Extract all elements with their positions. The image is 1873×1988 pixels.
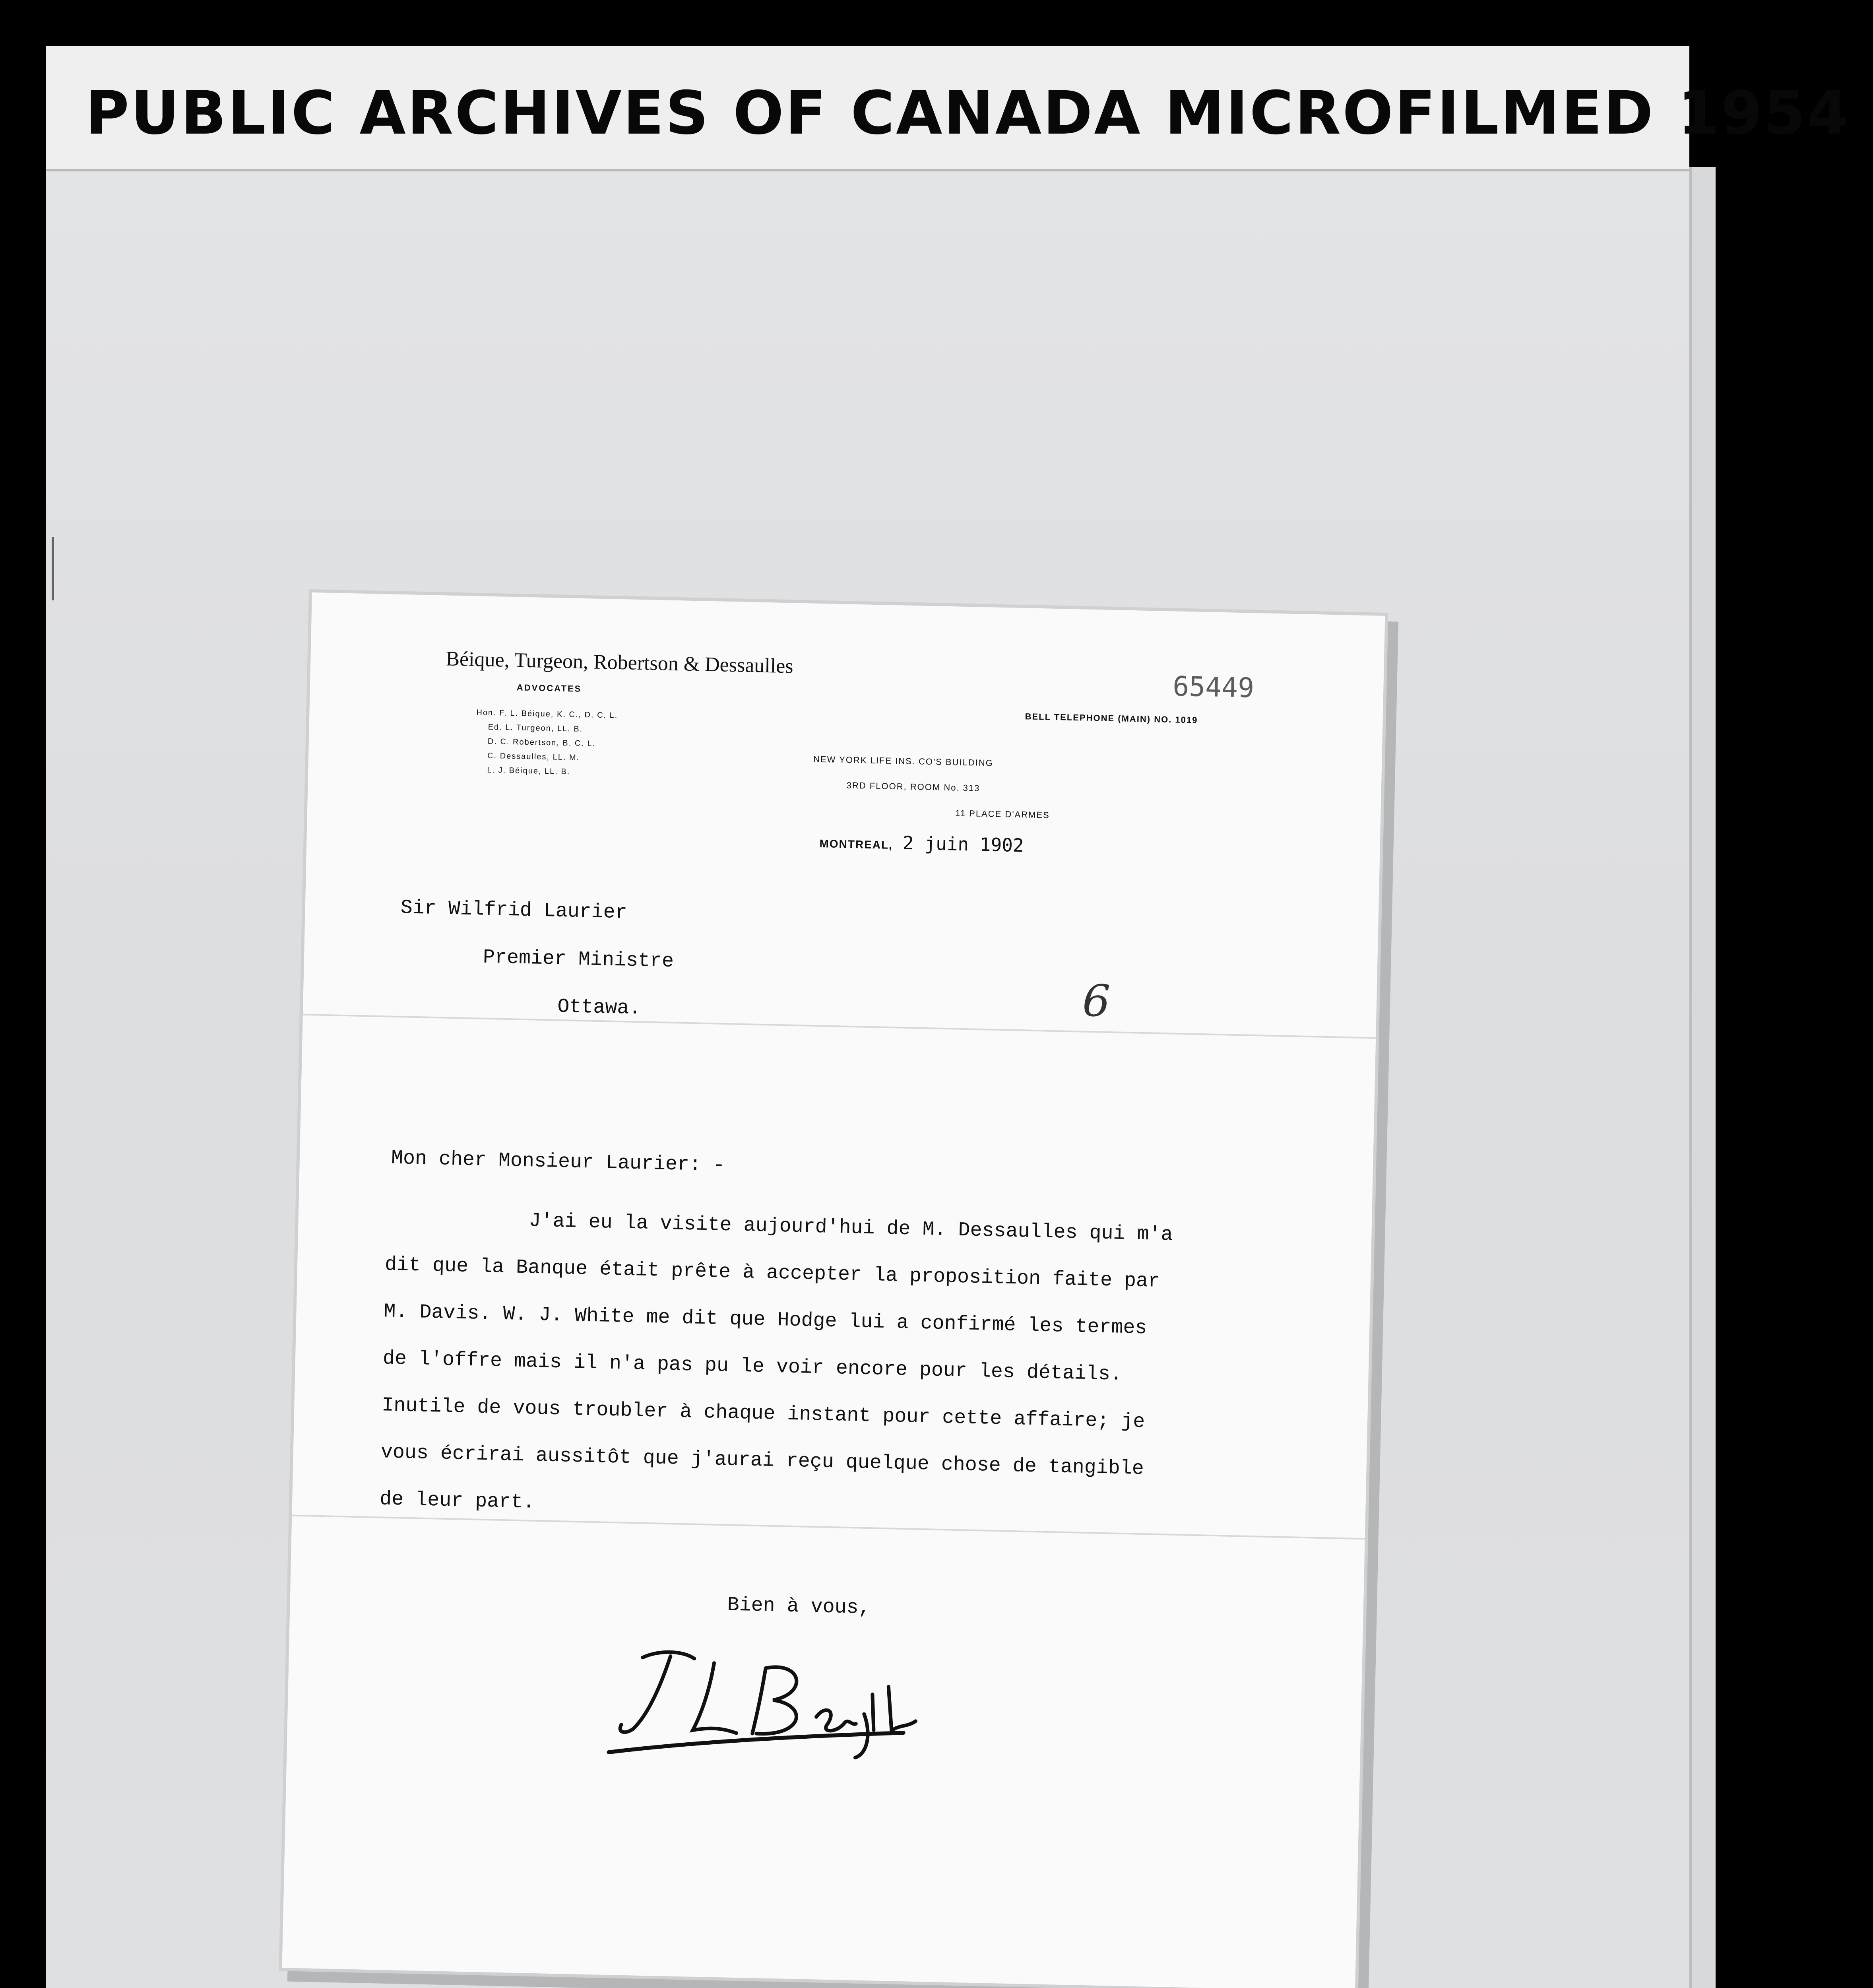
header-word: CANADA (851, 79, 1142, 148)
body-line: vous écrirai aussitôt que j'aurai reçu quelque chose de tangible (380, 1441, 1144, 1481)
recipient-city: Ottawa. (557, 995, 642, 1020)
partner-name: C. Dessaulles, LL. M. (487, 751, 580, 762)
partner-name: Hon. F. L. Béique, K. C., D. C. L. (476, 708, 618, 720)
handwritten-margin-note: 6 (1082, 975, 1111, 1027)
archive-header-title (85, 68, 1850, 159)
telephone-line: BELL TELEPHONE (MAIN) NO. 1019 (1025, 711, 1198, 725)
fold-line (303, 1014, 1376, 1039)
dateline-place: MONTREAL, (819, 837, 893, 852)
board-right-edge (1689, 167, 1716, 1988)
recipient-title: Premier Ministre (483, 946, 674, 973)
letter-body (379, 1194, 1173, 1540)
recipient-name: Sir Wilfrid Laurier (400, 897, 628, 924)
dateline (819, 830, 1024, 856)
body-line: Inutile de vous troubler à chaque instant pour cette affaire; je (381, 1394, 1145, 1434)
firm-address (812, 747, 1051, 828)
header-word: MICROFILMED (1165, 79, 1655, 148)
closing: Bien à vous, (727, 1594, 871, 1620)
salutation: Mon cher Monsieur Laurier: - (391, 1147, 725, 1177)
header-word: 1954 (1677, 79, 1850, 148)
letter-sheet (282, 592, 1385, 1988)
handwritten-signature (593, 1633, 953, 1772)
firm-profession: ADVOCATES (516, 682, 582, 694)
partners-list (475, 705, 618, 780)
document-number-stamp: 65449 (1172, 671, 1254, 704)
body-line: de l'offre mais il n'a pas pu le voir encore pour les détails. (382, 1347, 1123, 1386)
firm-name: Béique, Turgeon, Robertson & Dessaulles (445, 647, 794, 678)
partner-name: L. J. Béique, LL. B. (487, 765, 570, 777)
address-line: 11 PLACE D'ARMES (955, 808, 1050, 820)
address-line: NEW YORK LIFE INS. CO'S BUILDING (813, 754, 994, 768)
partner-name: D. C. Robertson, B. C. L. (487, 737, 596, 748)
header-word: ARCHIVES (359, 79, 710, 148)
partner-name: Ed. L. Turgeon, LL. B. (488, 722, 583, 734)
body-line: J'ai eu la visite aujourd'hui de M. Dessaulles qui m'a (529, 1209, 1173, 1246)
header-word: PUBLIC (85, 79, 337, 148)
body-line: dit que la Banque était prête à accepter la proposition faite par (384, 1253, 1160, 1293)
body-line: M. Davis. W. J. White me dit que Hodge lui a confirmé les termes (383, 1300, 1148, 1340)
left-margin-tick (52, 537, 58, 600)
address-line: 3RD FLOOR, ROOM No. 313 (846, 780, 980, 793)
dateline-date: 2 juin 1902 (902, 832, 1024, 856)
header-word: OF (733, 79, 828, 148)
body-line: de leur part. (379, 1488, 535, 1514)
